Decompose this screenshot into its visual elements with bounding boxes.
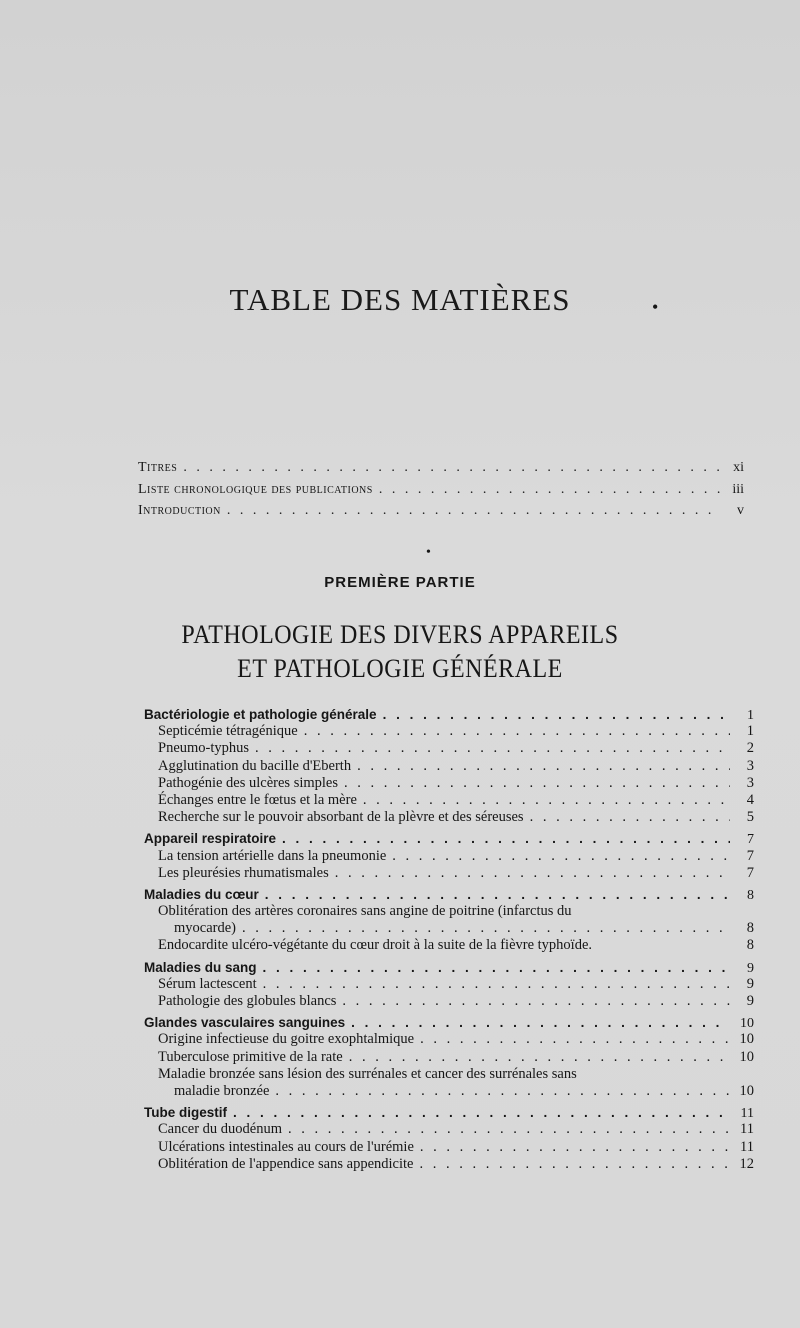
leader-dots (420, 1031, 730, 1048)
entry-page: 9 (746, 975, 754, 992)
section-page: 9 (747, 960, 754, 976)
section-heading (144, 830, 754, 847)
toc-entry-first-line (144, 903, 754, 920)
section-title: Maladies du sang (144, 959, 257, 975)
toc-entry (144, 775, 754, 792)
section-heading (144, 1104, 754, 1121)
front-matter-entry-introduction (138, 503, 744, 519)
leader-dots (282, 830, 730, 847)
section-heading (144, 706, 754, 723)
toc-entry (144, 758, 754, 775)
leader-dots (383, 706, 730, 723)
entry-label: Oblitération des artères coronaires sans angine de poitrine (infarctus du (158, 903, 572, 920)
leader-dots (233, 1104, 730, 1121)
entry-page: 4 (746, 791, 754, 808)
entry-label-continuation: maladie bronzée (174, 1082, 270, 1099)
leader-dots (530, 809, 730, 826)
part-mark: • (426, 545, 431, 560)
entry-page: 9 (746, 993, 754, 1009)
section-page: 1 (747, 708, 754, 723)
leader-dots (227, 503, 720, 519)
entry-label: Échanges entre le fœtus et la mère (158, 791, 357, 808)
leader-dots (255, 740, 730, 757)
leader-dots (349, 1049, 730, 1066)
entry-page: 2 (746, 740, 754, 757)
entry-label: Recherche sur le pouvoir absorbant de la plèvre et des séreuses (158, 809, 524, 826)
entry-page: 7 (746, 847, 754, 864)
entry-page: 11 (740, 1121, 754, 1138)
page-title: TABLE DES MATIÈRES (229, 282, 571, 317)
section-page: 7 (747, 832, 754, 848)
front-matter-page: xi (733, 460, 744, 475)
toc-entry (144, 809, 754, 826)
toc-entry-continuation (144, 1083, 754, 1100)
leader-dots (183, 460, 720, 476)
toc-entry (144, 1031, 754, 1048)
toc-entry (144, 1121, 754, 1138)
leader-dots (344, 775, 730, 792)
leader-dots (242, 920, 730, 937)
front-matter-entry-titres (138, 460, 744, 476)
entry-label: Tuberculose primitive de la rate (158, 1048, 343, 1065)
toc-entry (144, 723, 754, 740)
front-matter-entry-publications (138, 482, 744, 498)
leader-dots (420, 1139, 730, 1156)
section-page: 8 (747, 887, 754, 903)
entry-page: 7 (746, 864, 754, 881)
front-matter-page: v (737, 503, 744, 518)
toc-entry (144, 1156, 754, 1173)
toc-entry (144, 993, 754, 1010)
part-heading-line-2: ET PATHOLOGIE GÉNÉRALE (237, 654, 563, 684)
entry-page: 8 (746, 937, 754, 954)
table-of-contents (144, 706, 754, 1173)
entry-page: 3 (746, 774, 754, 791)
leader-dots (379, 482, 720, 498)
section-title: Maladies du cœur (144, 886, 259, 902)
section-title: Tube digestif (144, 1105, 227, 1121)
leader-dots (419, 1156, 730, 1173)
leader-dots (263, 959, 730, 976)
entry-label: Agglutination du bacille d'Eberth (158, 757, 352, 774)
leader-dots (263, 976, 730, 993)
entry-page: 1 (746, 723, 754, 740)
section-page: 10 (740, 1016, 754, 1032)
title-mark: • (652, 297, 659, 317)
toc-entry (144, 1049, 754, 1066)
toc-entry (144, 937, 754, 954)
entry-page: 10 (739, 1048, 754, 1065)
toc-entry (144, 740, 754, 757)
entry-page: 12 (739, 1155, 754, 1172)
leader-dots (265, 886, 730, 903)
leader-dots (342, 993, 730, 1010)
front-matter-page: iii (732, 482, 744, 497)
toc-entry-first-line (144, 1066, 754, 1083)
front-matter-label: Introduction (138, 503, 221, 518)
entry-label-continuation: myocarde) (174, 920, 236, 937)
section-heading (144, 886, 754, 903)
part-heading-line-1: PATHOLOGIE DES DIVERS APPAREILS (181, 620, 619, 650)
leader-dots (357, 758, 730, 775)
part-label: PREMIÈRE PARTIE (324, 574, 476, 591)
entry-label: Oblitération de l'appendice sans appendicite (158, 1155, 414, 1172)
section-heading (144, 1014, 754, 1031)
toc-entry (144, 792, 754, 809)
entry-label: Septicémie tétragénique (158, 723, 298, 740)
leader-dots (335, 865, 730, 882)
toc-entry (144, 976, 754, 993)
entry-page: 8 (746, 920, 754, 937)
toc-entry-continuation (144, 920, 754, 937)
entry-page: 3 (746, 757, 754, 774)
entry-label: Endocardite ulcéro-végétante du cœur droit à la suite de la fièvre typhoïde. (158, 937, 593, 954)
entry-label: Maladie bronzée sans lésion des surrénales et cancer des surrénales sans (158, 1065, 577, 1082)
section-title: Bactériologie et pathologie générale (144, 707, 377, 722)
leader-dots (288, 1121, 730, 1138)
entry-label: Origine infectieuse du goitre exophtalmique (158, 1031, 415, 1048)
section-page: 11 (740, 1106, 754, 1122)
leader-dots (392, 848, 730, 865)
leader-dots (363, 792, 730, 809)
entry-label: Sérum lactescent (158, 975, 257, 992)
leader-dots (351, 1014, 730, 1031)
toc-entry (144, 848, 754, 865)
leader-dots (304, 723, 730, 740)
toc-entry (144, 865, 754, 882)
entry-label: Cancer du duodénum (158, 1121, 283, 1138)
section-title: Appareil respiratoire (144, 831, 277, 847)
entry-label: Les pleurésies rhumatismales (158, 864, 329, 881)
toc-entry (144, 1139, 754, 1156)
entry-label: Pathologie des globules blancs (158, 993, 337, 1009)
entry-label: Pneumo-typhus (158, 740, 250, 757)
entry-page: 11 (740, 1138, 754, 1155)
entry-label: Ulcérations intestinales au cours de l'urémie (158, 1138, 414, 1155)
entry-page: 10 (739, 1031, 754, 1048)
front-matter-label: Titres (138, 460, 178, 475)
section-heading (144, 959, 754, 976)
front-matter-label: Liste chronologique des publications (138, 482, 373, 497)
entry-page: 5 (746, 809, 754, 826)
entry-page: 10 (739, 1082, 754, 1099)
entry-label: La tension artérielle dans la pneumonie (158, 847, 387, 864)
section-title: Glandes vasculaires sanguines (144, 1015, 346, 1031)
entry-label: Pathogénie des ulcères simples (158, 774, 338, 791)
leader-dots (275, 1083, 730, 1100)
